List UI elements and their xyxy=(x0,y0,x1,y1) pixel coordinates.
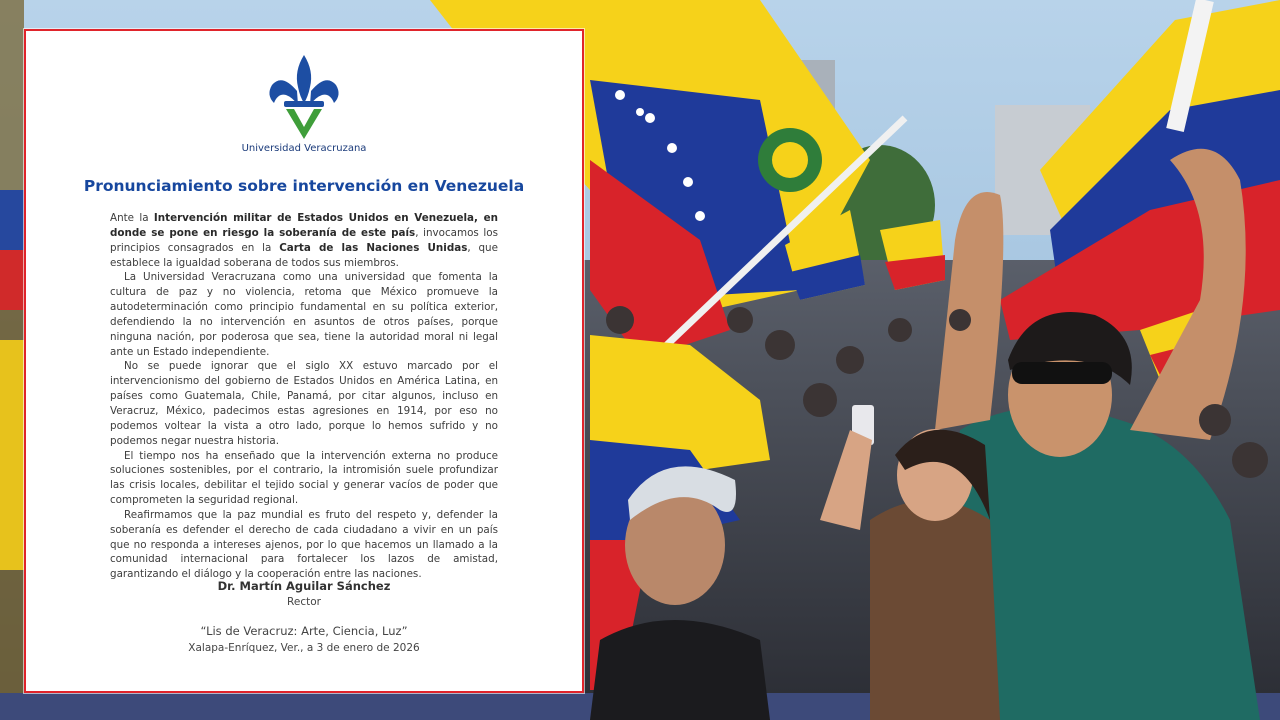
paragraph-5: Reafirmamos que la paz mundial es fruto del respeto y, defender la soberanía es defender el derecho de cada ciudadano a vivir en un país que no responda a intereses ajenos, por lo que hacemos un llamado a la comunidad internacional para fortalecer los lazos de amistad, garantizando el diálogo y la cooperación entre las naciones. xyxy=(110,508,498,581)
signer-name: Dr. Martín Aguilar Sánchez xyxy=(217,579,391,593)
paragraph-1-text-e: , que establece la igualdad soberana de todos sus miembros. xyxy=(110,241,498,269)
paragraph-3: No se puede ignorar que el siglo XX estuvo marcado por el intervencionismo del gobierno de Estados Unidos en América Latina, en países como Guatemala, Chile, Panamá, por citar algunos, incluso en Veracruz, México, padecimos estas agresiones en 1914, por eso no podemos voltear la vista a otro lado, porque lo hemos sufrido y no podemos negar nuestra historia. xyxy=(110,360,498,447)
university-name: Universidad Veracruzana xyxy=(241,143,367,154)
signer-role: Rector xyxy=(287,596,321,608)
document-title: Pronunciamiento sobre intervención en Venezuela xyxy=(83,177,525,195)
paragraph-1-bold-intervention: Intervención militar de Estados Unidos en Venezuela, en donde se pone en riesgo la soberanía de este país xyxy=(110,212,498,239)
paragraph-2: La Universidad Veracruzana como una universidad que fomenta la cultura de paz y no violencia, retoma que México promueve la autodeterminación como principio fundamental en su política exterior, defendiendo la no intervención en asuntos de otros países, porque ninguna nación, por poderosa que sea, tiene la autoridad moral ni legal ante un Estado independiente. xyxy=(110,271,498,358)
pronouncement-document xyxy=(24,29,584,693)
paragraph-1-text-c: , invocamos los principios consagrados en la xyxy=(110,226,499,254)
paragraph-4: El tiempo nos ha enseñado que la intervención externa no produce soluciones sostenibles, por el contrario, la intromisión suele profundizar las crisis locales, debilitar el tejido social y generar vacíos de poder que comprometen la seguridad regional. xyxy=(110,449,498,507)
place-and-date: Xalapa-Enríquez, Ver., a 3 de enero de 2026 xyxy=(188,642,420,654)
paragraph-1-bold-un-charter: Carta de las Naciones Unidas xyxy=(279,241,468,254)
paragraph-1 xyxy=(110,211,498,270)
paragraph-1-text-a: Ante la xyxy=(110,212,154,224)
universidad-veracruzana-fleur-de-lis-logo xyxy=(264,53,344,143)
document-body xyxy=(110,211,498,582)
university-motto: “Lis de Veracruz: Arte, Ciencia, Luz” xyxy=(200,624,408,638)
